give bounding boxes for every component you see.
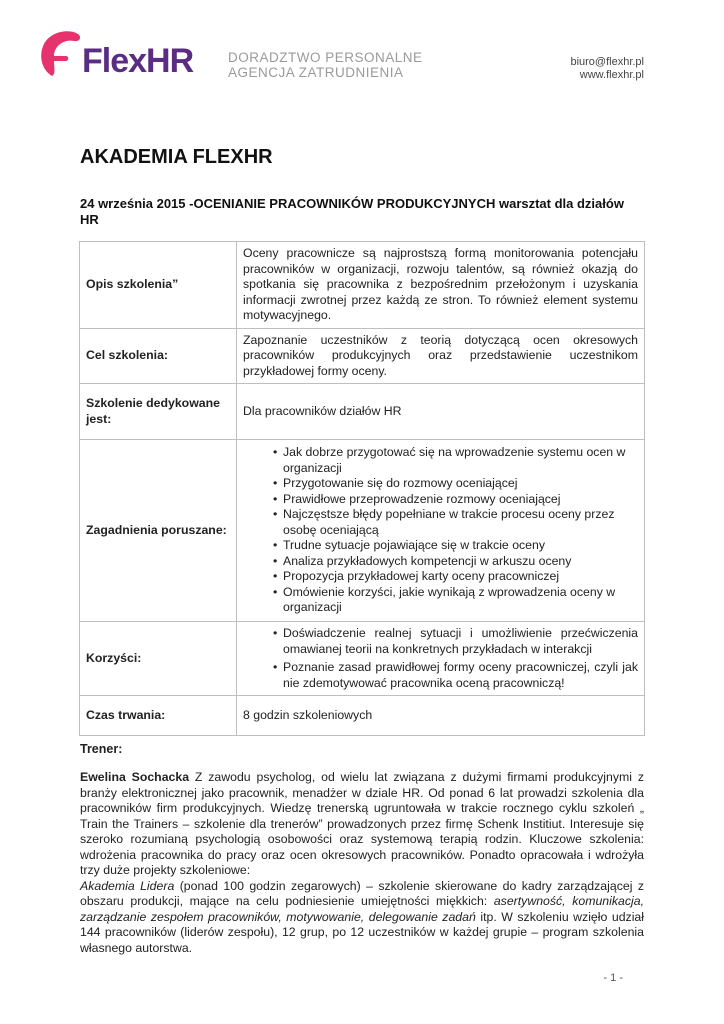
list-item: • Prawidłowe przeprowadzenie rozmowy oceniającej xyxy=(283,492,638,508)
table-row xyxy=(80,622,645,696)
row-value-korzysci xyxy=(237,622,645,696)
benefits-list xyxy=(243,626,638,691)
contact-website[interactable]: www.flexhr.pl xyxy=(579,69,644,81)
contact-info xyxy=(570,56,644,82)
bio-text: (ponad 100 godzin zegarowych) – szkolenie skierowane do kadry zarządzającej z obszaru produkcji, mające na celu podniesienie umiejętności miękkich: xyxy=(80,878,644,908)
trainer-name: Ewelina Sochacka xyxy=(80,770,190,784)
row-value-dedykowane: Dla pracowników działów HR xyxy=(237,384,645,440)
bio-text: itp. W szkoleniu wzięło udział 144 pracowników (liderów zespołu), 12 grup, po 12 uczestników w każdej grupie – program szkolenia własnego autorstwa. xyxy=(80,909,644,955)
tagline-line-1: DORADZTWO PERSONALNE xyxy=(228,50,423,65)
row-value-cel: Zapoznanie uczestników z teorią dotyczącą ocen okresowych pracowników produkcyjnych oraz przedstawienie uczestnikom przykładowej formy oceny. xyxy=(237,328,645,384)
row-label-dedykowane: Szkolenie dedykowane jest: xyxy=(80,384,237,440)
row-label-czas: Czas trwania: xyxy=(80,696,237,736)
flexhr-logo-icon xyxy=(38,26,84,82)
row-label-korzysci: Korzyści: xyxy=(80,622,237,696)
tagline xyxy=(228,50,423,80)
row-value-zagadnienia xyxy=(237,440,645,622)
program-name: Akademia Lidera xyxy=(80,878,175,893)
bio-paragraph-1 xyxy=(80,770,644,879)
page-title: AKADEMIA FLEXHR xyxy=(80,146,273,168)
table-row xyxy=(80,384,645,440)
trainer-bio xyxy=(80,770,644,956)
list-item: • Doświadczenie realnej sytuacji i umożliwienie przećwiczenia omawianej teorii na konkretnych przykładach w interakcji xyxy=(283,626,638,657)
list-item: • Poznanie zasad prawidłowej formy oceny pracowniczej, czyli jak nie zdemotywować pracownika oceną pracowniczą! xyxy=(283,660,638,691)
row-label-cel: Cel szkolenia: xyxy=(80,328,237,384)
bio-text: Z zawodu psycholog, od wielu lat związana z dużymi firmami produkcyjnymi z branży elektronicznej jako pracownik, menadżer w dziale HR. Od ponad 6 lat prowadzi szkolenia dla pracowników firm produkcyjnych. Wiedzę trenerską ugruntowała w trakcie rocznego cyklu szkoleń „ Train the Trainers – szkolenie dla trenerów” prowadzonych przez firmę Schenk Institiut. Interesuje się szeroko rozumianą psychologią osobowości oraz systemową terapią rodzin. Kluczowe szkolenia: wdrożenia pracownika do pracy oraz ocen okresowych pracowników. Ponadto opracowała i wdrożyła trzy duże projekty szkoleniowe: xyxy=(80,770,644,877)
flexhr-logo xyxy=(38,26,194,82)
tagline-line-2: AGENCJA ZATRUDNIENIA xyxy=(228,65,404,80)
trainer-heading: Trener: xyxy=(80,742,123,756)
table-row xyxy=(80,696,645,736)
row-label-opis: Opis szkolenia” xyxy=(80,242,237,329)
table-row xyxy=(80,440,645,622)
list-item: • Najczęstsze błędy popełniane w trakcie procesu oceny przez osobę oceniającą xyxy=(283,507,638,538)
training-details-table xyxy=(79,241,645,736)
list-item: • Trudne sytuacje pojawiające się w trakcie oceny xyxy=(283,538,638,554)
row-label-zagadnienia: Zagadnienia poruszane: xyxy=(80,440,237,622)
list-item: • Propozycja przykładowej karty oceny pracowniczej xyxy=(283,569,638,585)
list-item: • Analiza przykładowych kompetencji w arkuszu oceny xyxy=(283,554,638,570)
table-row xyxy=(80,328,645,384)
list-item: • Omówienie korzyści, jakie wynikają z wprowadzenia oceny w organizacji xyxy=(283,585,638,616)
contact-email[interactable]: biuro@flexhr.pl xyxy=(570,56,644,68)
list-item: • Jak dobrze przygotować się na wprowadzenie systemu ocen w organizacji xyxy=(283,445,638,476)
bio-paragraph-2 xyxy=(80,879,644,957)
page-header xyxy=(38,26,648,86)
table-row xyxy=(80,242,645,329)
page-number: - 1 - xyxy=(603,972,623,984)
topics-list xyxy=(243,445,638,616)
row-value-opis: Oceny pracownicze są najprostszą formą monitorowania potencjału pracowników w organizacji, rozwoju talentów, są również okazją do spotkania się pracownika z bezpośrednim przełożonym i uzyskania informacji zwrotnej przez każdą ze stron. To również element systemu motywacyjnego. xyxy=(237,242,645,329)
row-value-czas: 8 godzin szkoleniowych xyxy=(237,696,645,736)
event-subtitle: 24 września 2015 -OCENIANIE PRACOWNIKÓW PRODUKCYJNYCH warsztat dla działów HR xyxy=(80,196,624,227)
list-item: • Przygotowanie się do rozmowy oceniającej xyxy=(283,476,638,492)
brand-name: FlexHR xyxy=(82,42,194,80)
skills-list: asertywność, komunikacja, zarządzanie zespołem pracowników, motywowanie, delegowanie zadań xyxy=(80,894,644,924)
